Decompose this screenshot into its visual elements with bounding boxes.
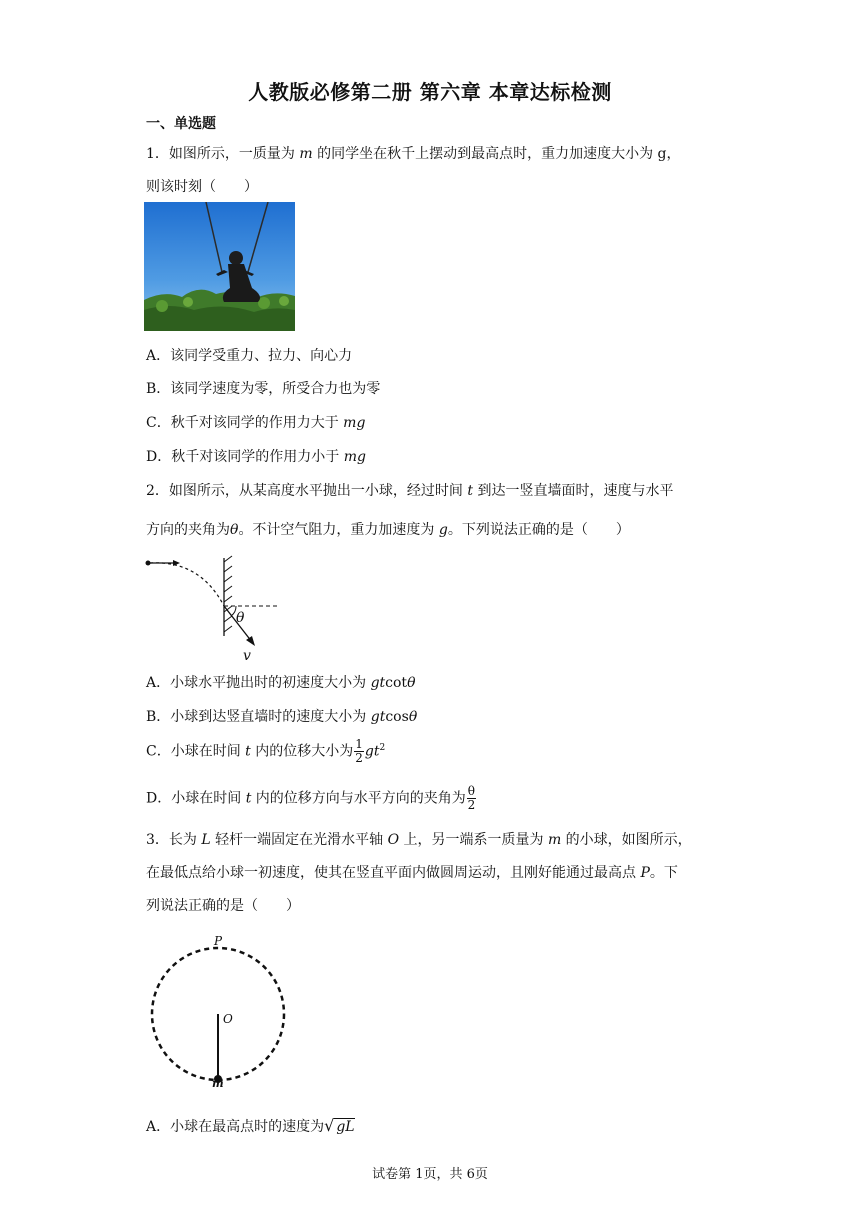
q1-stem-line1: 1．如图所示，一质量为 m 的同学坐在秋千上摆动到最高点时，重力加速度大小为 g，	[146, 146, 681, 162]
q2-option-d: D．小球在时间 t 内的位移方向与水平方向的夹角为 $\frac{\theta}{2}$	[146, 784, 476, 812]
circle-figure	[145, 928, 295, 1088]
sqrt-gl: gL	[336, 1119, 355, 1135]
page-footer: 试卷第 1页，共 6页	[372, 1167, 488, 1182]
q1-option-c: C．秋千对该同学的作用力大于 mg	[146, 415, 366, 431]
q2-option-a: A．小球水平抛出时的初速度大小为 gtcotθ	[146, 675, 416, 691]
fig-theta-label: θ	[236, 610, 245, 626]
page-title: 人教版必修第二册 第六章 本章达标检测	[248, 80, 612, 104]
fig-p-label: P	[214, 934, 223, 948]
q1-option-b: B．该同学速度为零，所受合力也为零	[146, 381, 381, 397]
swing-photo	[144, 202, 295, 331]
fig-v-label: v	[243, 648, 251, 664]
q3-option-a: A．小球在最高点时的速度为√ gL	[146, 1116, 355, 1135]
q2-option-c: C．小球在时间 t 内的位移大小为 $\frac{1}{2}$ $gt^2$	[146, 737, 386, 765]
q1-stem-line2: 则该时刻（ ）	[146, 179, 258, 195]
q1-option-a: A．该同学受重力、拉力、向心力	[146, 348, 353, 364]
q3-stem-line1: 3．长为 L 轻杆一端固定在光滑水平轴 O 上，另一端系一质量为 m 的小球，如图所示，	[146, 832, 692, 848]
fraction-theta-half: $\frac{\theta}{2}$	[467, 784, 476, 812]
q2-option-b: B．小球到达竖直墙时的速度大小为 gtcosθ	[146, 709, 418, 725]
fig-o-label: O	[223, 1012, 233, 1026]
fig-m-label: m	[212, 1077, 224, 1088]
q2-stem-line1: 2．如图所示，从某高度水平抛出一小球，经过时间 t 到达一竖直墙面时，速度与水平	[146, 483, 674, 499]
q2-stem-line2: 方向的夹角为θ。不计空气阻力，重力加速度为 g。下列说法正确的是（ ）	[146, 522, 630, 538]
q3-stem-line3: 列说法正确的是（ ）	[146, 898, 300, 914]
q3-stem-line2: 在最低点给小球一初速度，使其在竖直平面内做圆周运动，且刚好能通过最高点 P。下	[146, 865, 678, 881]
q1-option-d: D．秋千对该同学的作用力小于 mg	[146, 449, 366, 465]
section-heading: 一、单选题	[146, 116, 216, 132]
projectile-figure	[140, 552, 290, 664]
fraction-one-half: $\frac{1}{2}$	[355, 737, 363, 765]
